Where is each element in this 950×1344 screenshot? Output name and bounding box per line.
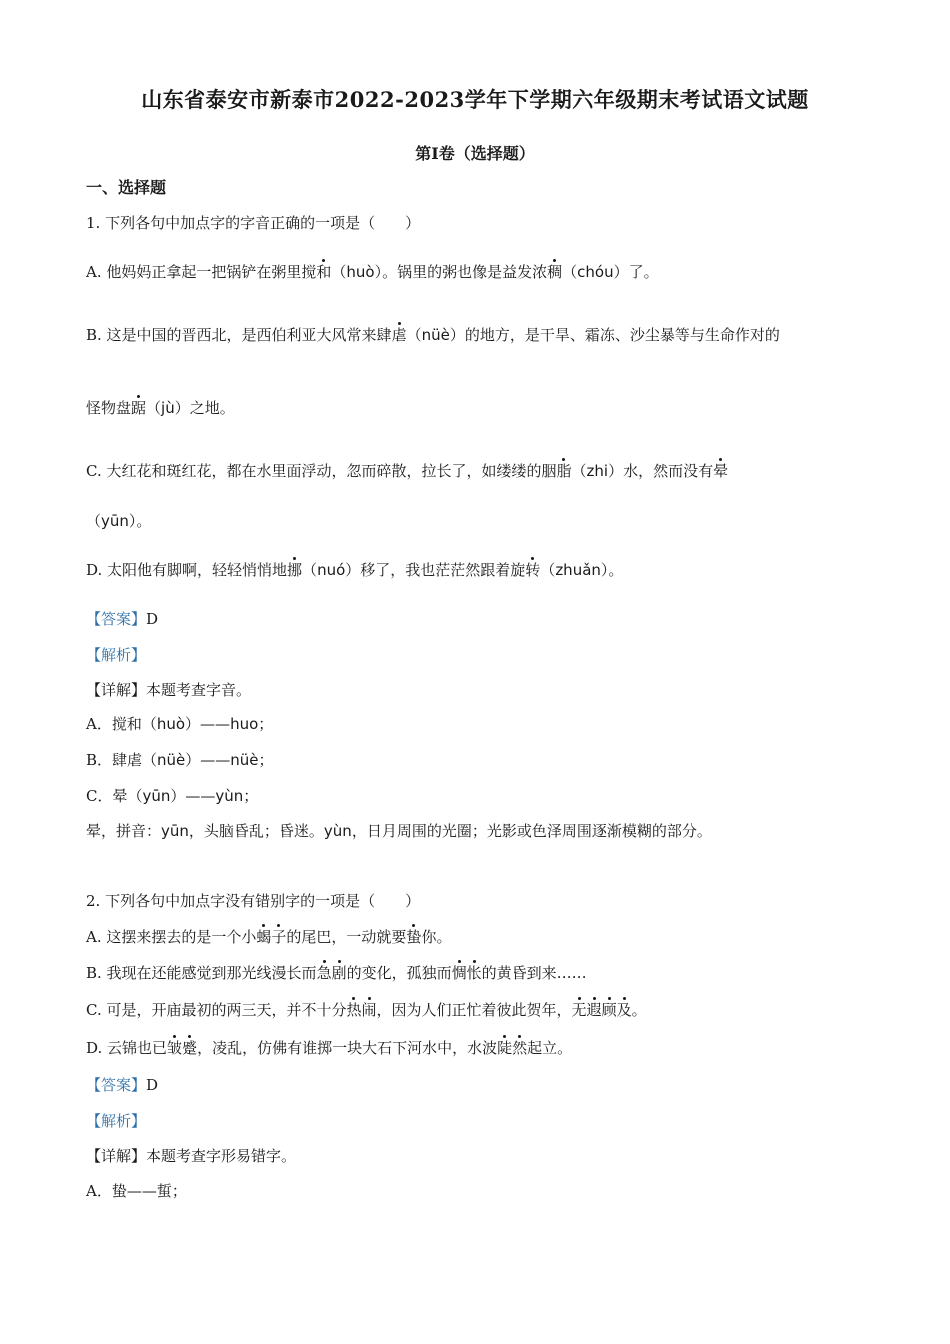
answer-tag: 【答案】 xyxy=(86,1076,147,1094)
q1-option-c xyxy=(86,461,728,481)
text-segment: ）。 xyxy=(600,561,624,579)
text-segment: ，头脑昏乱；昏迷。 xyxy=(188,822,324,840)
dotted-char: 蹙 xyxy=(182,1039,198,1057)
dotted-char: 顾 xyxy=(601,1001,617,1019)
text-segment: ； xyxy=(258,715,274,733)
pinyin: yūn xyxy=(101,512,129,530)
dotted-char: 虐 xyxy=(391,326,407,344)
answer-tag: 【答案】 xyxy=(86,610,147,628)
dotted-char: 踞 xyxy=(131,399,147,417)
text-segment: （ xyxy=(86,512,102,530)
text-segment: A. 这摆来摆去的是一个小 xyxy=(86,928,257,946)
q1-option-b-cont xyxy=(86,398,235,418)
text-segment: ）—— xyxy=(170,787,216,805)
pinyin: huò xyxy=(346,263,375,281)
detail-tag: 【详解】 xyxy=(86,1147,147,1165)
dotted-char: 转 xyxy=(525,561,541,579)
dotted-char: 挪 xyxy=(287,561,303,579)
q2-option-a xyxy=(86,927,451,947)
q2-option-c xyxy=(86,1000,647,1020)
q1-yun-note xyxy=(86,821,712,841)
text-segment: D. 太阳他有脚啊，轻轻悄悄地 xyxy=(86,561,288,579)
dotted-char: 惆 xyxy=(451,964,467,982)
text-segment: 晕，拼音： xyxy=(86,822,162,840)
text-segment: ，凌乱，仿佛有谁掷一块大石下河水中，水波 xyxy=(197,1039,498,1057)
dotted-char: 剧 xyxy=(331,964,347,982)
q1-stem: 1. 下列各句中加点字的字音正确的一项是（ ） xyxy=(86,214,421,232)
text-segment: ）水，然而没有 xyxy=(608,462,714,480)
text-segment: （ xyxy=(540,561,556,579)
pinyin: zhi xyxy=(586,462,609,480)
q1-option-d xyxy=(86,560,623,580)
q2-analysis-tag: 【解析】 xyxy=(86,1112,147,1130)
pinyin: zhuǎn xyxy=(555,561,601,579)
dotted-char: 然 xyxy=(512,1039,528,1057)
text-segment: 的黄昏到来…… xyxy=(481,964,587,982)
text-segment: ）移了，我也茫茫然跟着旋 xyxy=(345,561,526,579)
text-segment: ）。 xyxy=(128,512,152,530)
text-segment: C．晕（ xyxy=(86,787,143,805)
text-segment: ）—— xyxy=(185,751,231,769)
dotted-char: 急 xyxy=(316,964,332,982)
pinyin: yūn xyxy=(161,822,189,840)
text-segment: 的尾巴，一动就要 xyxy=(286,928,407,946)
text-segment: ）。锅里的粥也像是益发浓 xyxy=(374,263,548,281)
text-segment: ）的地方，是干旱、霜冻、沙尘暴等与生命作对的 xyxy=(449,326,780,344)
text-segment: B. 这是中国的晋西北，是西伯利亚大风常来肆 xyxy=(86,326,392,344)
dotted-char: 无 xyxy=(571,1001,587,1019)
dotted-char: 和 xyxy=(316,263,332,281)
pinyin: yùn xyxy=(323,822,352,840)
dotted-char: 蛰 xyxy=(406,928,422,946)
text-segment: （ xyxy=(571,462,587,480)
dotted-char: 陡 xyxy=(497,1039,513,1057)
q1-option-c-cont xyxy=(86,511,151,531)
q2-option-d xyxy=(86,1038,572,1058)
text-segment: 起立。 xyxy=(527,1039,573,1057)
text-segment: ）了。 xyxy=(613,263,659,281)
q1-option-b xyxy=(86,325,780,345)
text-segment: ； xyxy=(258,751,274,769)
dotted-char: 皱 xyxy=(167,1039,183,1057)
text-segment: D. 云锦也已 xyxy=(86,1039,168,1057)
text-segment: （ xyxy=(406,326,422,344)
dotted-char: 稠 xyxy=(547,263,563,281)
text-segment: （ xyxy=(562,263,578,281)
pinyin: nuó xyxy=(317,561,346,579)
text-segment: ）—— xyxy=(185,715,231,733)
pinyin: jù xyxy=(161,399,175,417)
text-segment: ； xyxy=(243,787,259,805)
pinyin: huo xyxy=(230,715,259,733)
pinyin: yūn xyxy=(142,787,171,805)
text-segment: 。 xyxy=(631,1001,647,1019)
text-segment: 怪物盘 xyxy=(86,399,132,417)
dotted-char: 晕 xyxy=(713,462,729,480)
detail-text: 本题考查字形易错字。 xyxy=(146,1147,297,1165)
dotted-char: 蝎 xyxy=(256,928,272,946)
pinyin: yùn xyxy=(215,787,244,805)
detail-tag: 【详解】 xyxy=(86,681,147,699)
pinyin: nüè xyxy=(421,326,450,344)
q1-detail-a xyxy=(86,714,273,734)
q1-detail xyxy=(86,680,251,700)
text-segment: B．肆虐（ xyxy=(86,751,158,769)
text-segment: ，日月周围的光圈；光影或色泽周围逐渐模糊的部分。 xyxy=(351,822,712,840)
text-segment: （ xyxy=(331,263,347,281)
q2-answer xyxy=(86,1075,158,1095)
text-segment: A．搅和（ xyxy=(86,715,157,733)
text-segment: 的变化，孤独而 xyxy=(346,964,452,982)
dotted-char: 怅 xyxy=(466,964,482,982)
text-segment: 你。 xyxy=(421,928,452,946)
dotted-char: 子 xyxy=(271,928,287,946)
text-segment: C. 大红花和斑红花，都在水里面浮动，忽而碎散，拉长了，如缕缕的胭 xyxy=(86,462,557,480)
pinyin: huò xyxy=(156,715,186,733)
q1-answer xyxy=(86,609,158,629)
text-segment: B. 我现在还能感觉到那光线漫长而 xyxy=(86,964,317,982)
q2-stem: 2. 下列各句中加点字没有错别字的一项是（ ） xyxy=(86,892,421,910)
answer-value: D xyxy=(146,1076,159,1094)
text-segment: A. 他妈妈正拿起一把锅铲在粥里搅 xyxy=(86,263,317,281)
detail-text: 本题考查字音。 xyxy=(146,681,252,699)
q1-detail-b xyxy=(86,750,274,770)
q1-detail-c xyxy=(86,786,258,806)
pinyin: chóu xyxy=(577,263,614,281)
pinyin: nüè xyxy=(230,751,259,769)
dotted-char: 遐 xyxy=(586,1001,602,1019)
q2-detail-a: A．蛰——蜇； xyxy=(86,1182,187,1200)
dotted-char: 热 xyxy=(346,1001,362,1019)
section-heading: 一、选择题 xyxy=(86,178,167,197)
text-segment: （ xyxy=(302,561,318,579)
pinyin: nüè xyxy=(157,751,186,769)
q2-option-b xyxy=(86,963,587,983)
section-subtitle: 第Ⅰ卷（选择题） xyxy=(415,144,535,163)
dotted-char: 闹 xyxy=(361,1001,377,1019)
text-segment: （ xyxy=(146,399,162,417)
q1-analysis-tag: 【解析】 xyxy=(86,646,147,664)
page-title: 山东省泰安市新泰市2022-2023学年下学期六年级期末考试语文试题 xyxy=(141,87,809,112)
text-segment: ）之地。 xyxy=(174,399,235,417)
q2-detail xyxy=(86,1146,296,1166)
q1-option-a xyxy=(86,262,659,282)
dotted-char: 及 xyxy=(616,1001,632,1019)
dotted-char: 脂 xyxy=(556,462,572,480)
text-segment: ，因为人们正忙着彼此贺年， xyxy=(376,1001,572,1019)
text-segment: C. 可是，开庙最初的两三天，并不十分 xyxy=(86,1001,347,1019)
answer-value: D xyxy=(146,610,159,628)
